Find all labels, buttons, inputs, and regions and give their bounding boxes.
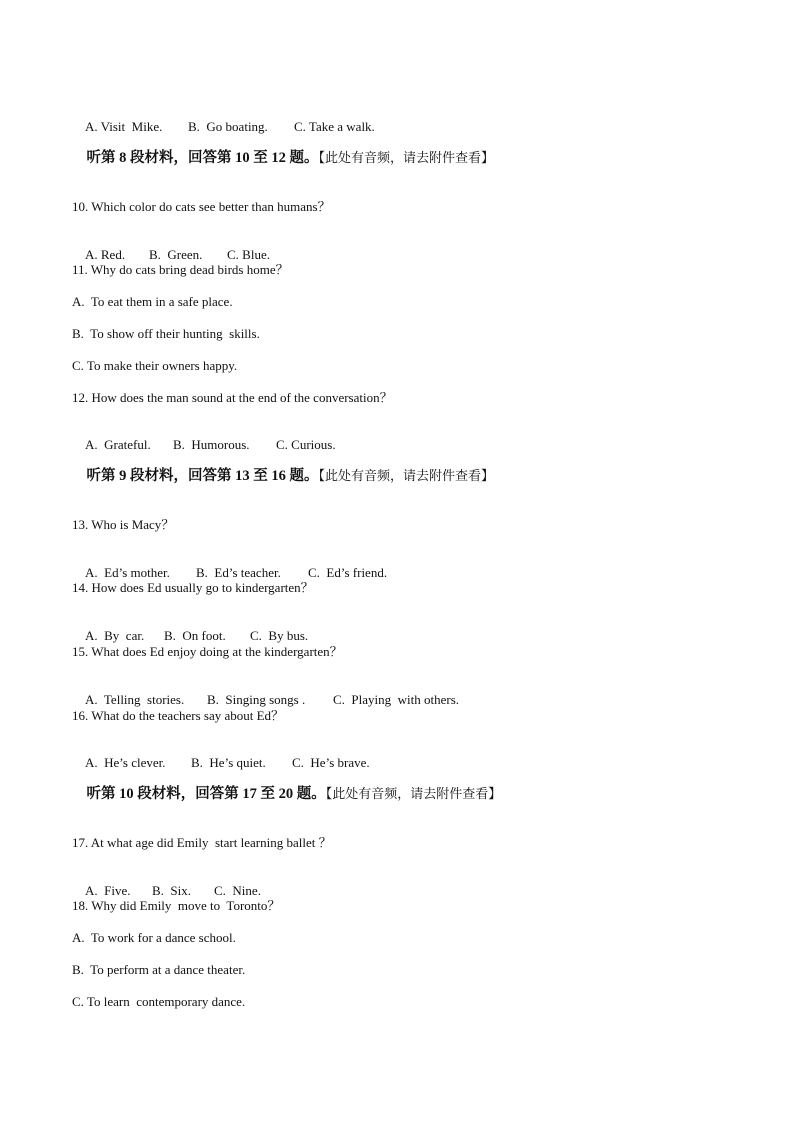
- section-heading-9: [72, 452, 494, 500]
- option-b: B. Ed’s teacher.: [196, 565, 281, 580]
- section-title: 听第 10 段材料，回答第 17 至 20 题。: [86, 786, 326, 802]
- option-c: C. Take a walk.: [294, 119, 375, 134]
- question-13: 13. Who is Macy？: [72, 517, 175, 532]
- question-10: 10. Which color do cats see better than humans？: [72, 199, 331, 214]
- option-a: A. Red.: [85, 247, 126, 262]
- section-heading-10: [72, 770, 501, 818]
- option-b: B. On foot.: [164, 628, 226, 643]
- option-a: A. To work for a dance school.: [72, 930, 236, 945]
- option-a: A. Telling stories.: [85, 692, 185, 707]
- option-b: B. Go boating.: [188, 119, 268, 134]
- audio-note: 【此处有音频，请去附件查看】: [318, 150, 495, 165]
- option-a: A. Grateful.: [85, 437, 151, 452]
- audio-note: 【此处有音频，请去附件查看】: [325, 786, 502, 801]
- option-c: C. To make their owners happy.: [72, 358, 238, 373]
- audio-note: 【此处有音频，请去附件查看】: [318, 468, 495, 483]
- option-c: C. Playing with others.: [333, 692, 460, 707]
- option-c: C. Nine.: [214, 883, 261, 898]
- option-b: B. Humorous.: [173, 437, 250, 452]
- option-b: B. To perform at a dance theater.: [72, 962, 246, 977]
- option-a: A. Five.: [85, 883, 131, 898]
- question-14: 14. How does Ed usually go to kindergarten？: [72, 580, 314, 595]
- option-a: A. By car.: [85, 628, 145, 643]
- option-a: A. Visit Mike.: [85, 119, 163, 134]
- question-16: 16. What do the teachers say about Ed？: [72, 708, 285, 723]
- question-15: 15. What does Ed enjoy doing at the kindergarten？: [72, 644, 343, 659]
- question-12: 12. How does the man sound at the end of the conversation？: [72, 390, 393, 405]
- section-heading-8: [72, 134, 494, 182]
- option-a: A. He’s clever.: [85, 755, 166, 770]
- option-a: A. Ed’s mother.: [85, 565, 170, 580]
- option-b: B. He’s quiet.: [191, 755, 266, 770]
- option-b: B. Green.: [149, 247, 203, 262]
- option-c: C. To learn contemporary dance.: [72, 994, 246, 1009]
- option-c: C. He’s brave.: [292, 755, 370, 770]
- option-c: C. Blue.: [227, 247, 270, 262]
- option-a: A. To eat them in a safe place.: [72, 294, 233, 309]
- question-18: 18. Why did Emily move to Toronto？: [72, 898, 281, 913]
- section-title: 听第 8 段材料，回答第 10 至 12 题。: [86, 150, 319, 166]
- option-c: C. Curious.: [276, 437, 336, 452]
- question-11: 11. Why do cats bring dead birds home？: [72, 262, 289, 277]
- option-c: C. By bus.: [250, 628, 309, 643]
- section-title: 听第 9 段材料，回答第 13 至 16 题。: [86, 468, 319, 484]
- option-c: C. Ed’s friend.: [308, 565, 388, 580]
- option-b: B. To show off their hunting skills.: [72, 326, 260, 341]
- question-17: 17. At what age did Emily start learning ballet ？: [72, 835, 332, 850]
- option-b: B. Singing songs .: [207, 692, 306, 707]
- option-b: B. Six.: [152, 883, 192, 898]
